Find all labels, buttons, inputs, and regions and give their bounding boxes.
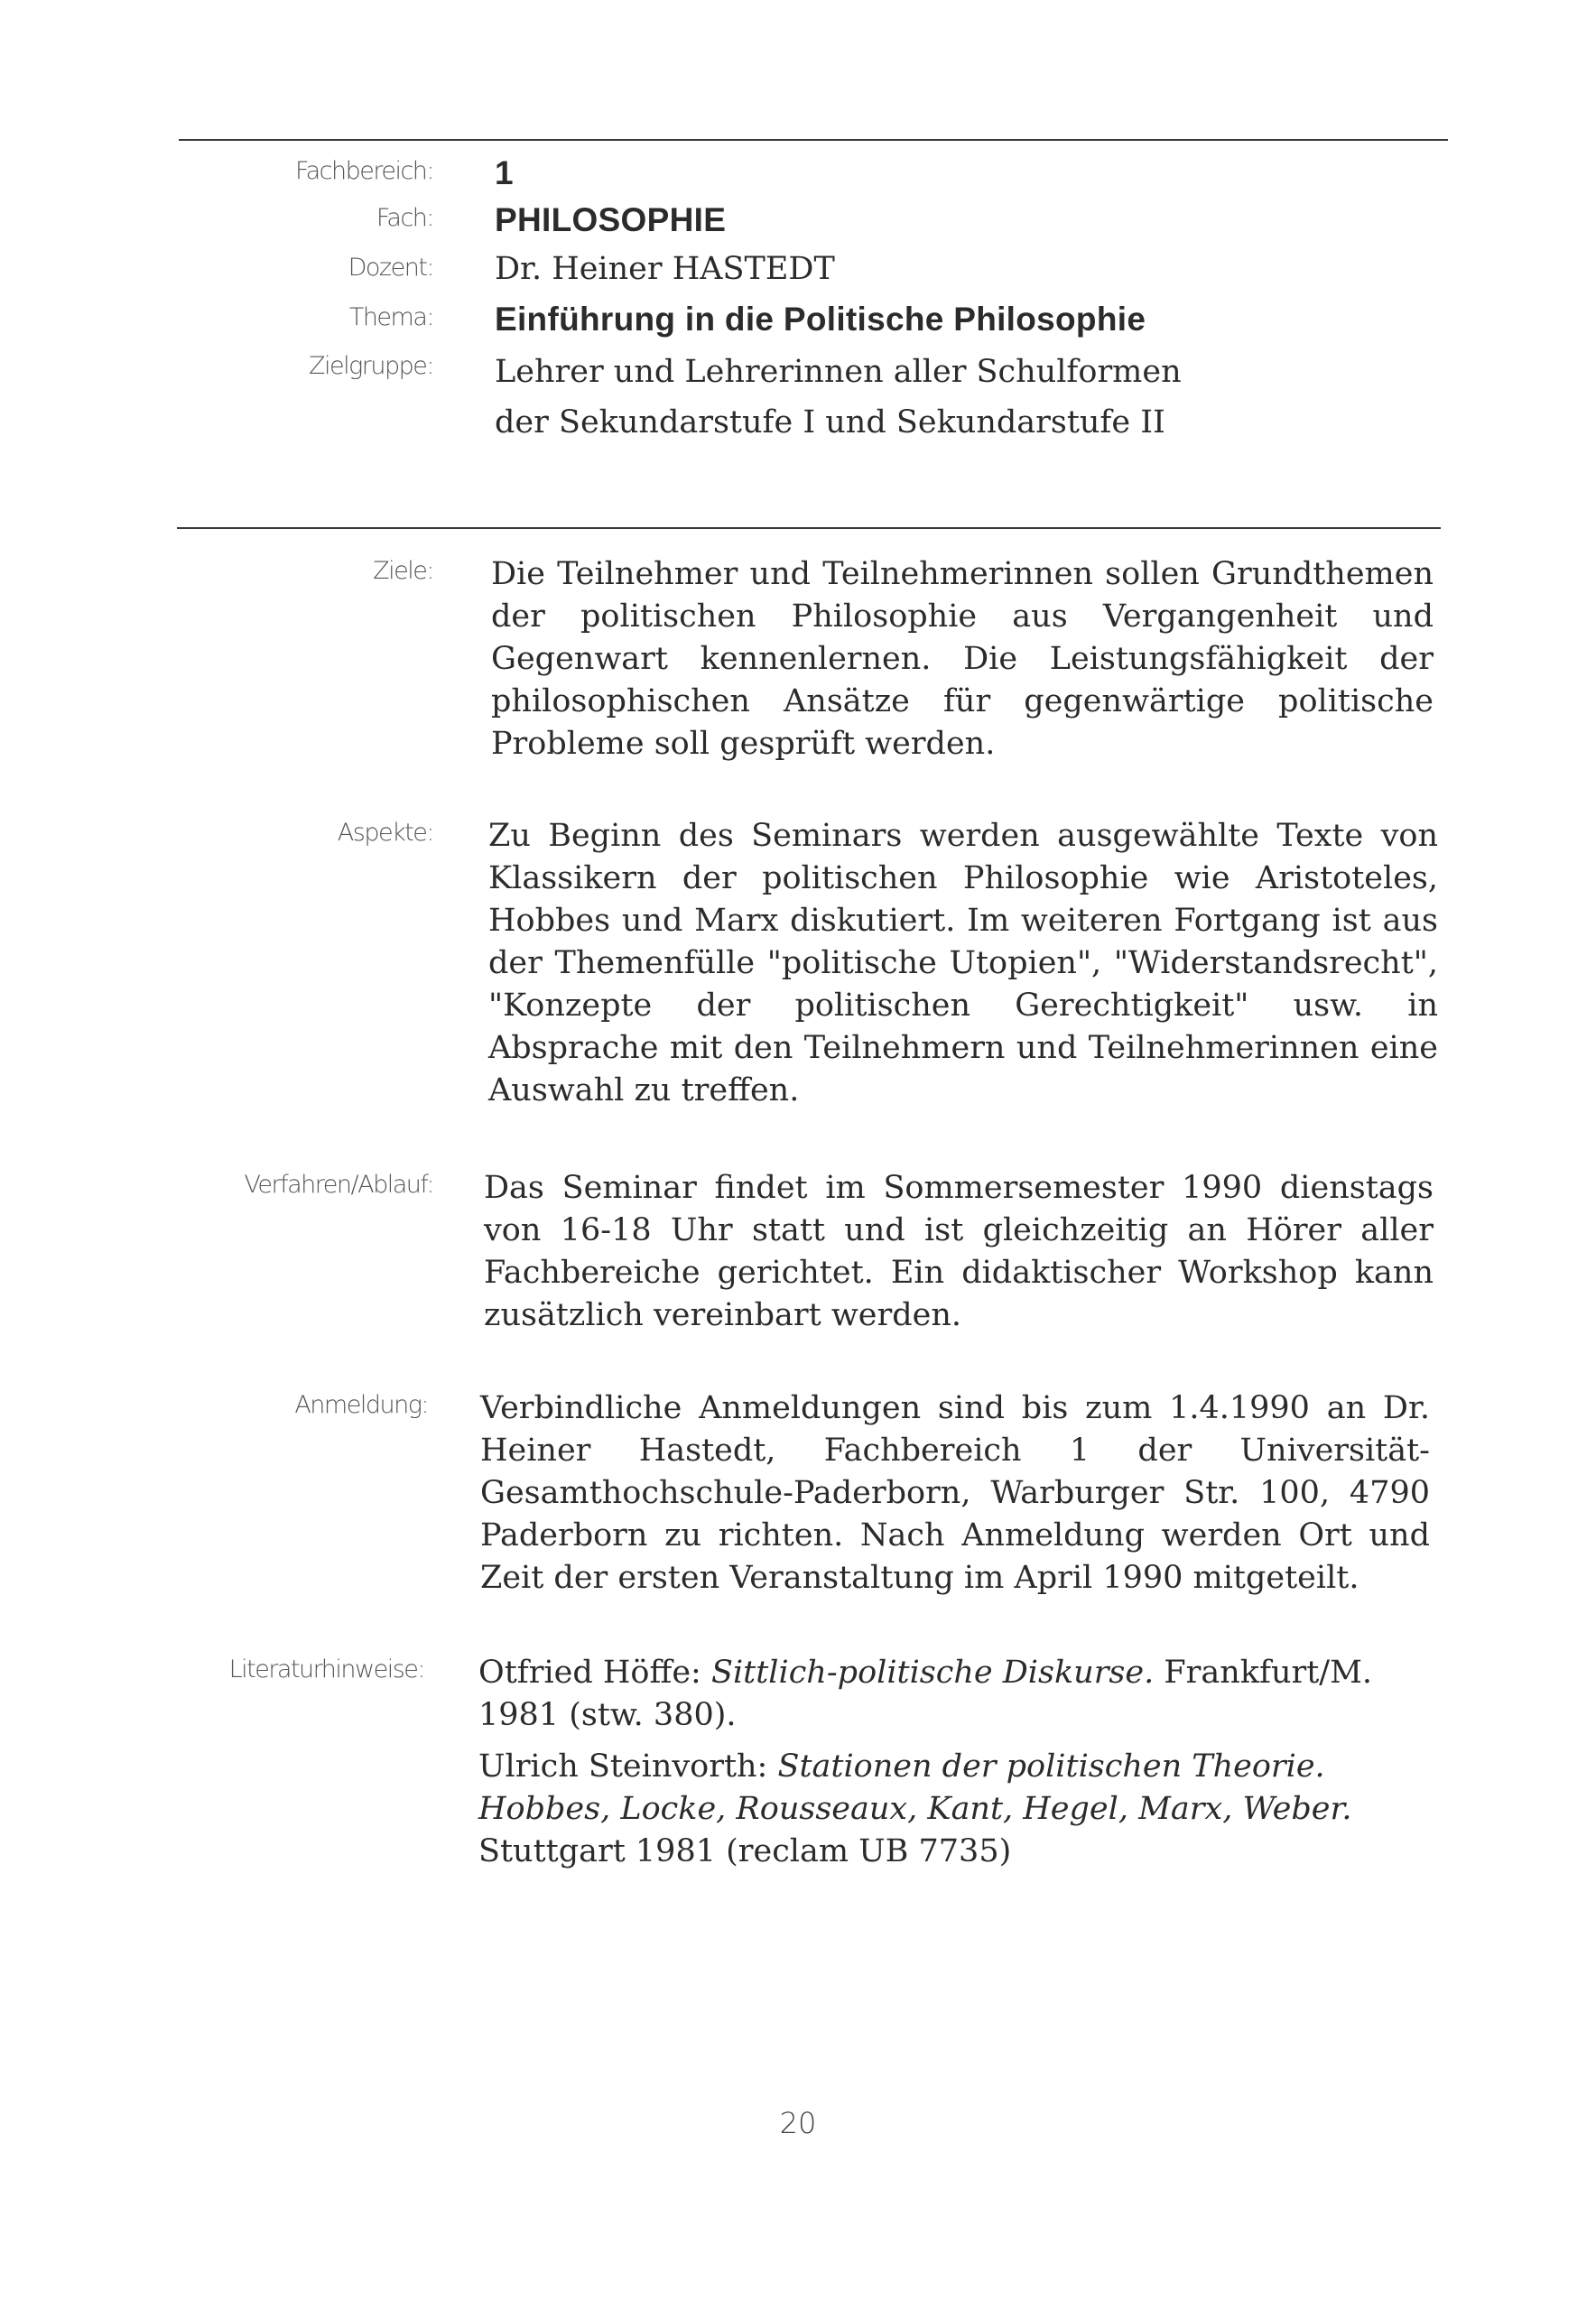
literatur-details: Stuttgart 1981 (reclam UB 7735) — [478, 1833, 1012, 1869]
top-divider — [179, 139, 1448, 141]
ziele-label: Ziele: — [373, 557, 433, 585]
fach-value: PHILOSOPHIE — [495, 201, 727, 238]
zielgruppe-label: Zielgruppe: — [308, 352, 433, 380]
anmeldung-label: Anmeldung: — [294, 1391, 428, 1419]
literatur-title: Sittlich-politische Diskurse. — [711, 1655, 1155, 1691]
aspekte-label: Aspekte: — [337, 819, 433, 847]
fach-label: Fach: — [376, 204, 433, 232]
thema-value: Einführung in die Politische Philosophie — [495, 301, 1146, 338]
dozent-label: Dozent: — [348, 254, 433, 282]
fachbereich-label: Fachbereich: — [295, 157, 433, 185]
verfahren-label: Verfahren/Ablauf: — [244, 1171, 433, 1199]
aspekte-text: Zu Beginn des Seminars werden ausgewählte Texte von Klassikern der politischen Philosophie wie Aristoteles, Hobbes und Marx diskutiert. Im weiteren Fortgang ist aus der Themenfülle "politische Utopien", "Widerstandsrecht", "Konzepte der politischen Gerechtigkeit" usw. in Absprache mit den Teilnehmern und Teilnehmerinnen eine Auswahl zu treffen. — [488, 818, 1438, 1108]
anmeldung-text: Verbindliche Anmeldungen sind bis zum 1.4.1990 an Dr. Heiner Hastedt, Fachbereich 1 der Universität-Gesamthochschule-Paderborn, Warburger Str. 100, 4790 Paderborn zu richten. Nach Anmeldung werden Ort und Zeit der ersten Veranstaltung im April 1990 mitgeteilt. — [480, 1390, 1430, 1596]
fachbereich-value: 1 — [495, 154, 514, 191]
literatur-author: Otfried Höffe: — [478, 1655, 701, 1691]
literatur-label: Literaturhinweise: — [228, 1655, 424, 1683]
literatur-title: Stationen der politischen Theorie. Hobbes, Locke, Rousseaux, Kant, Hegel, Marx, Weber. — [478, 1748, 1352, 1827]
literatur-author: Ulrich Steinvorth: — [478, 1748, 768, 1785]
literatur-entry — [478, 1746, 1434, 1873]
literatur-list — [478, 1652, 1434, 1873]
page-number: 20 — [779, 2106, 817, 2140]
dozent-value: Dr. Heiner HASTEDT — [495, 251, 835, 287]
thema-label: Thema: — [348, 303, 433, 331]
ziele-text: Die Teilnehmer und Teilnehmerinnen sollen Grundthemen der politischen Philosophie aus Vergangenheit und Gegenwart kennenlernen. Die Leistungsfähigkeit der philosophischen Ansätze für gegenwärtige politische Probleme soll gesprüft werden. — [491, 556, 1434, 762]
zielgruppe-value: Lehrer und Lehrerinnen aller Schulformen der Sekundarstufe I und Sekundarstufe II — [495, 354, 1182, 441]
verfahren-text: Das Seminar findet im Sommersemester 1990 dienstags von 16-18 Uhr statt und ist gleichzeitig an Hörer aller Fachbereiche gerichtet. Ein didaktischer Workshop kann zusätzlich vereinbart werden. — [484, 1170, 1434, 1333]
literatur-details: Frankfurt/M. 1981 (stw. 380). — [478, 1655, 1373, 1733]
section-divider — [177, 527, 1441, 529]
literatur-entry — [478, 1652, 1434, 1737]
